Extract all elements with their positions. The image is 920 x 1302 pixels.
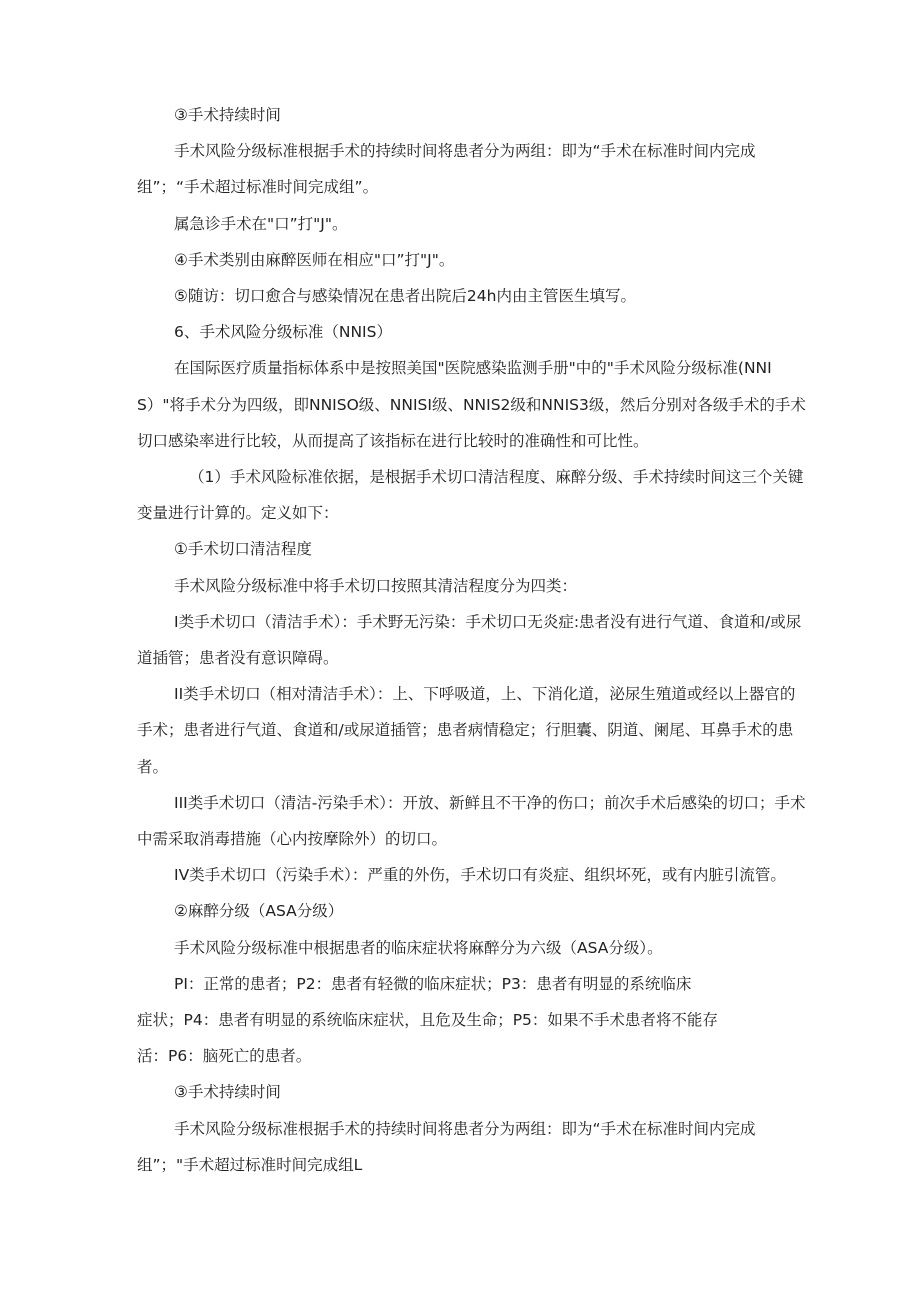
paragraph-incision-class-1: I类手术切口（清洁手术）：手术野无污染：手术切口无炎症:患者没有进行气道、食道和/或尿道插管；患者没有意识障碍。 [137, 612, 802, 668]
paragraph-incision-four-classes: 手术风险分级标准中将手术切口按照其清洁程度分为四类： [174, 576, 578, 595]
paragraph-asa-line-3: 活：P6：脑死亡的患者。 [137, 1047, 312, 1066]
paragraph-surgery-category: ④手术类别由麻醉医师在相应"口”打"J"。 [174, 250, 455, 269]
paragraph-emergency-check: 属急诊手术在"口”打"J"。 [174, 214, 348, 233]
paragraph-asa-line-1: PI：正常的患者；P2：患者有轻微的临床症状；P3：患者有明显的系统临床 [174, 974, 692, 993]
paragraph-incision-class-2: II类手术切口（相对清洁手术）：上、下呼吸道，上、下消化道，泌尿生殖道或经以上器官的手术；患者进行气道、食道和/或尿道插管；患者病情稳定；行胆囊、阴道、阑尾、耳鼻手术的患者。 [137, 685, 796, 776]
paragraph-heading-incision: ①手术切口清洁程度 [174, 540, 312, 559]
paragraph-asa-line-2: 症状；P4：患者有明显的系统临床症状，且危及生命；P5：如果不手术患者将不能存 [137, 1011, 718, 1030]
paragraph-risk-basis: （1）手术风险标准依据，是根据手术切口清洁程度、麻醉分级、手术持续时间这三个关键变量进行计算的。定义如下： [137, 468, 804, 523]
paragraph-nnis-intro: 在国际医疗质量指标体系中是按照美国"医院感染监测手册"中的"手术风险分级标准(NNIS）"将手术分为四级，即NNISO级、NNISI级、NNIS2级和NNIS3级，然后分别对各级手术的手术切口感染率进行比较，从而提高了该指标在进行比较时的准确性和可比性。 [137, 359, 806, 450]
paragraph-heading-duration-2: ③手术持续时间 [174, 1083, 281, 1102]
paragraph-incision-class-4: IV类手术切口（污染手术）：严重的外伤，手术切口有炎症、组织坏死，或有内脏引流管。 [174, 866, 786, 885]
paragraph-asa-six-levels: 手术风险分级标准中根据患者的临床症状将麻醉分为六级（ASA分级）。 [174, 938, 663, 957]
paragraph-follow-up: ⑤随访：切口愈合与感染情况在患者出院后24h内由主管医生填写。 [174, 287, 636, 306]
paragraph-duration-groups-2: 手术风险分级标准根据手术的持续时间将患者分为两组：即为“手术在标准时间内完成组”；"手术超过标准时间完成组L [137, 1119, 756, 1174]
document-body [137, 97, 809, 1183]
paragraph-duration-groups: 手术风险分级标准根据手术的持续时间将患者分为两组：即为“手术在标准时间内完成组”；“手术超过标准时间完成组”。 [137, 142, 756, 197]
section-heading-nnis: 6、手术风险分级标准（NNIS） [174, 323, 392, 342]
paragraph-incision-class-3: III类手术切口（清洁-污染手术）：开放、新鲜且不干净的伤口；前次手术后感染的切口；手术中需采取消毒措施（心内按摩除外）的切口。 [137, 793, 806, 849]
paragraph-heading-anesthesia: ②麻醉分级（ASA分级） [174, 902, 344, 921]
paragraph-heading-duration: ③手术持续时间 [174, 106, 281, 124]
